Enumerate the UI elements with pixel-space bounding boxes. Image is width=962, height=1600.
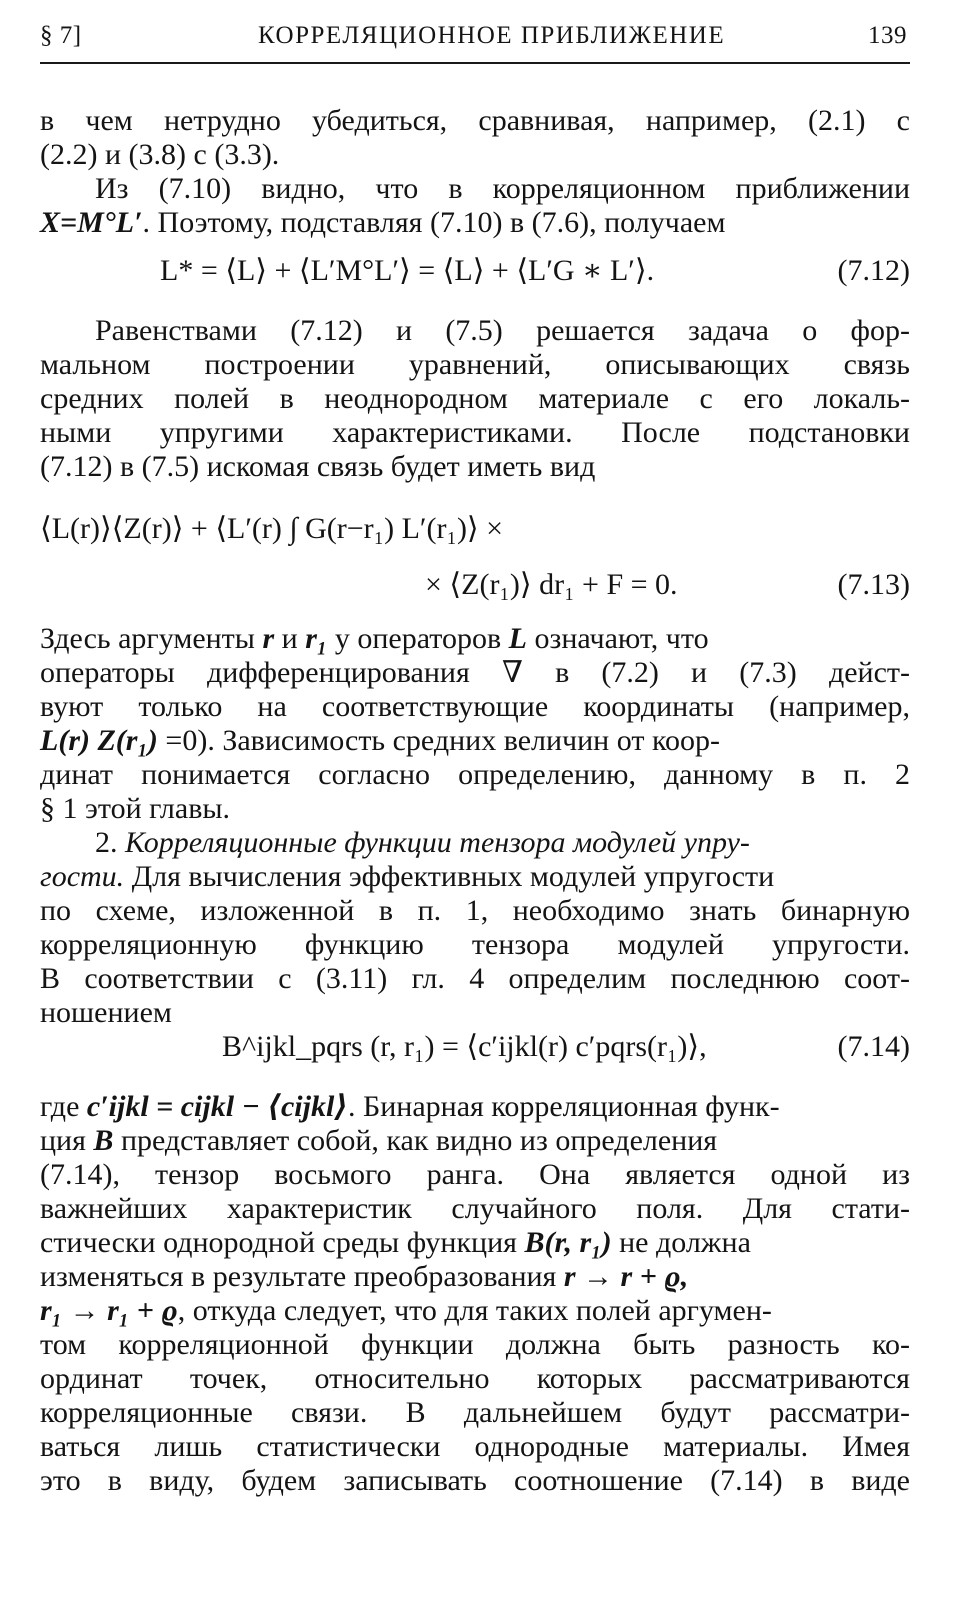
- equation-7-14: B^ijkl_pqrs (r, r₁) = ⟨c′ijkl(r) c′pqrs(r₁)⟩,: [222, 1030, 707, 1063]
- text-line: [40, 1294, 910, 1328]
- text-line: мальном построении уравнений, описывающих связь: [40, 348, 910, 381]
- equation-number: (7.14): [837, 1030, 910, 1063]
- text-fragment: Здесь аргументы: [40, 622, 255, 655]
- text-fragment: где: [40, 1090, 80, 1123]
- math-transform: r₁ → r₁ + ϱ: [40, 1294, 178, 1327]
- text-line: (2.2) и (3.8) с (3.3).: [40, 138, 280, 171]
- math-transform: r → r + ϱ,: [563, 1260, 689, 1293]
- text-line: том корреляционной функции должна быть разность ко-: [40, 1328, 910, 1361]
- text-line: (7.12) в (7.5) искомая связь будет иметь вид: [40, 450, 596, 483]
- text-line: вуют только на соответствующие координаты (например,: [40, 690, 910, 723]
- text-fragment: у операторов: [334, 622, 502, 655]
- text-line: это в виду, будем записывать соотношение (7.14) в виде: [40, 1464, 910, 1497]
- text-fragment: изменяться в результате преобразования: [40, 1260, 557, 1293]
- header-rule: [40, 62, 910, 64]
- text-fragment: . Поэтому, подставляя (7.10) в (7.6), получаем: [142, 206, 726, 239]
- equation-number: (7.12): [837, 254, 910, 287]
- text-line: В соответствии с (3.11) гл. 4 определим последнюю соот-: [40, 962, 910, 995]
- text-fragment: стически однородной среды функция: [40, 1226, 517, 1259]
- header-title: КОРРЕЛЯЦИОННОЕ ПРИБЛИЖЕНИЕ: [258, 22, 726, 49]
- text-line: динат понимается согласно определению, данному в п. 2: [40, 758, 910, 791]
- text-line: ваться лишь статистически однородные материалы. Имея: [40, 1430, 910, 1463]
- section-number: 2.: [95, 826, 118, 859]
- text-line: (7.14), тензор восьмого ранга. Она является одной из: [40, 1158, 910, 1191]
- text-line: [40, 826, 910, 860]
- equation-7-12: L* = ⟨L⟩ + ⟨L′M°L′⟩ = ⟨L⟩ + ⟨L′G ∗ L′⟩.: [160, 254, 655, 287]
- text-fragment: ция: [40, 1124, 86, 1157]
- text-line: [40, 724, 910, 758]
- text-fragment: и: [281, 622, 298, 655]
- text-line: [40, 1124, 910, 1158]
- text-line: § 1 этой главы.: [40, 792, 231, 825]
- text-line: [40, 622, 910, 656]
- text-line: корреляционную функцию тензора модулей упругости.: [40, 928, 910, 961]
- text-fragment: , откуда следует, что для таких полей аргумен-: [177, 1294, 772, 1327]
- equation-7-13-line2: × ⟨Z(r₁)⟩ dr₁ + F = 0.: [425, 568, 678, 601]
- text-line: корреляционные связи. В дальнейшем будут рассматри-: [40, 1396, 910, 1429]
- math-c-def: c′ijkl = cijkl − ⟨cijkl⟩: [86, 1090, 348, 1123]
- text-line: [40, 1226, 910, 1260]
- math-r1: r₁: [305, 622, 328, 655]
- text-line: ношением: [40, 996, 172, 1029]
- text-fragment: означают, что: [534, 622, 709, 655]
- text-line: [40, 206, 910, 240]
- math-LZ: L(r) Z(r₁): [40, 724, 158, 757]
- text-line: важнейших характеристик случайного поля. Для стати-: [40, 1192, 910, 1225]
- text-line: ординат точек, относительно которых рассматриваются: [40, 1362, 910, 1395]
- text-line: средних полей в неоднородном материале с его локаль-: [40, 382, 910, 415]
- text-line: в чем нетрудно убедиться, сравнивая, например, (2.1) с: [40, 104, 910, 137]
- text-fragment: не должна: [619, 1226, 751, 1259]
- text-fragment: представляет собой, как видно из определения: [120, 1124, 718, 1157]
- math-r: r: [262, 622, 275, 655]
- page-number: 139: [868, 22, 907, 49]
- text-line: Равенствами (7.12) и (7.5) решается задача о фор-: [95, 314, 910, 347]
- text-line: [40, 860, 910, 894]
- formula-x: X=M°L′: [40, 206, 143, 239]
- text-line: по схеме, изложенной в п. 1, необходимо знать бинарную: [40, 894, 910, 927]
- equation-7-13-line1: ⟨L(r)⟩⟨Z(r)⟩ + ⟨L′(r) ∫ G(r−r₁) L′(r₁)⟩ ×: [40, 512, 504, 545]
- text-line: ными упругими характеристиками. После подстановки: [40, 416, 910, 449]
- section-title: Корреляционные функции тензора модулей упру-: [125, 826, 750, 859]
- text-line: операторы дифференцирования ∇ в (7.2) и (7.3) дейст-: [40, 656, 910, 689]
- header-section: § 7]: [40, 22, 82, 49]
- text-line: [40, 1090, 910, 1124]
- math-B: B: [93, 1124, 114, 1157]
- equation-number: (7.13): [837, 568, 910, 601]
- text-fragment: =0). Зависимость средних величин от коор-: [165, 724, 720, 757]
- text-line: Из (7.10) видно, что в корреляционном приближении: [95, 172, 910, 205]
- section-title-end: гости.: [40, 860, 125, 893]
- text-fragment: Для вычисления эффективных модулей упругости: [131, 860, 775, 893]
- math-B-args: B(r, r₁): [524, 1226, 612, 1259]
- math-L: L: [508, 622, 527, 655]
- text-line: [40, 1260, 910, 1294]
- text-fragment: . Бинарная корреляционная функ-: [347, 1090, 780, 1123]
